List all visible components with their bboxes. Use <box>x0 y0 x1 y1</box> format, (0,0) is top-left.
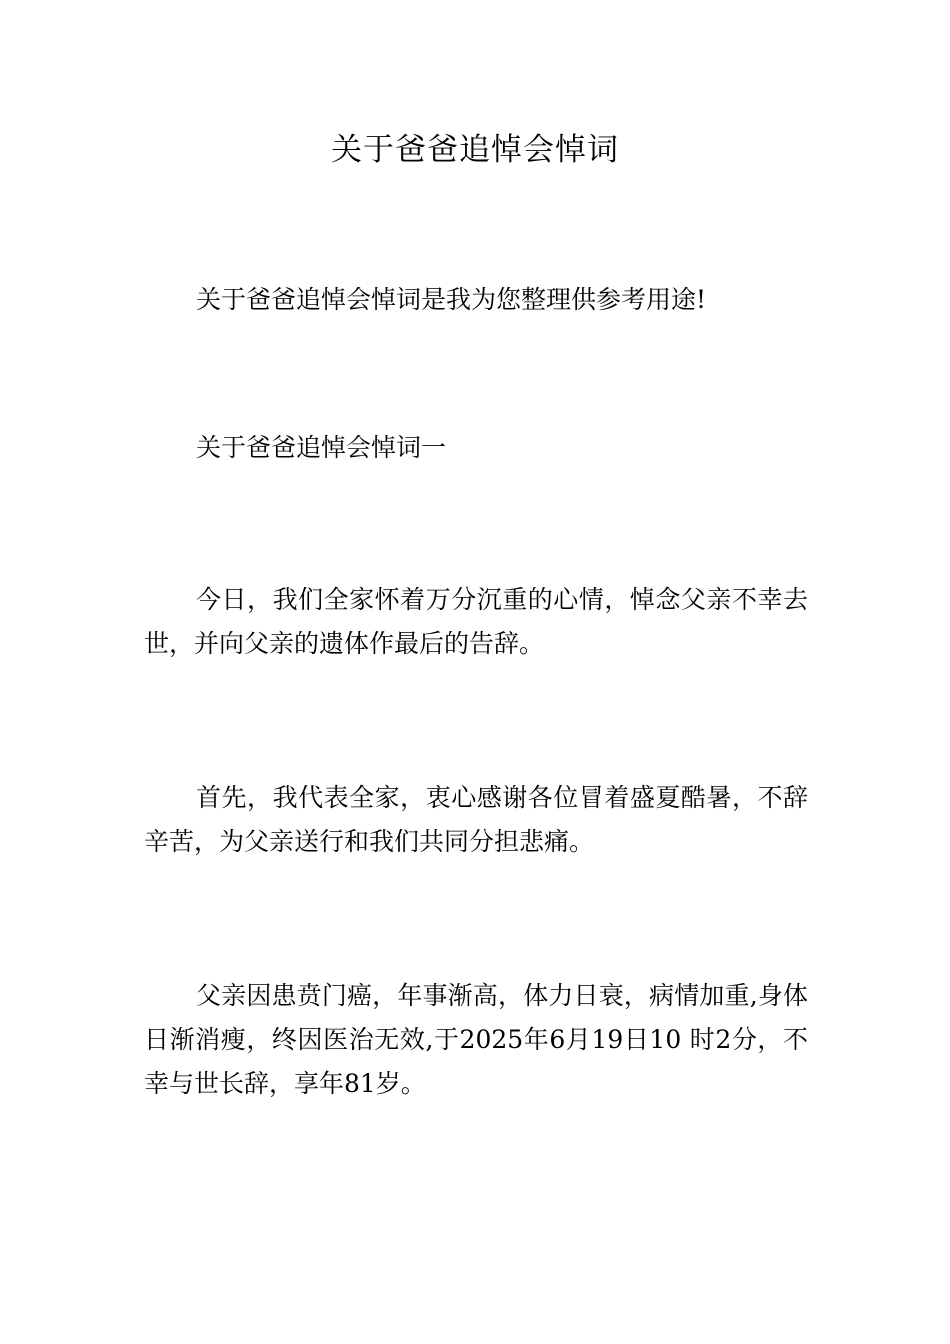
paragraph-opening: 今日，我们全家怀着万分沉重的心情，悼念父亲不幸去世，并向父亲的遗体作最后的告辞。 <box>144 585 808 658</box>
paragraph-thanks: 首先，我代表全家，衷心感谢各位冒着盛夏酷暑，不辞辛苦，为父亲送行和我们共同分担悲痛。 <box>144 783 808 856</box>
paragraph-section-heading: 关于爸爸追悼会悼词一 <box>196 433 447 462</box>
paragraph-intro: 关于爸爸追悼会悼词是我为您整理供参考用途! <box>196 285 707 314</box>
paragraph-illness: 父亲因患贲门癌，年事渐高，体力日衰，病情加重,身体日渐消瘦，终因医治无效,于2025年6月19日10 时2分，不幸与世长辞，享年81岁。 <box>144 981 808 1098</box>
document-title: 关于爸爸追悼会悼词 <box>331 132 619 168</box>
